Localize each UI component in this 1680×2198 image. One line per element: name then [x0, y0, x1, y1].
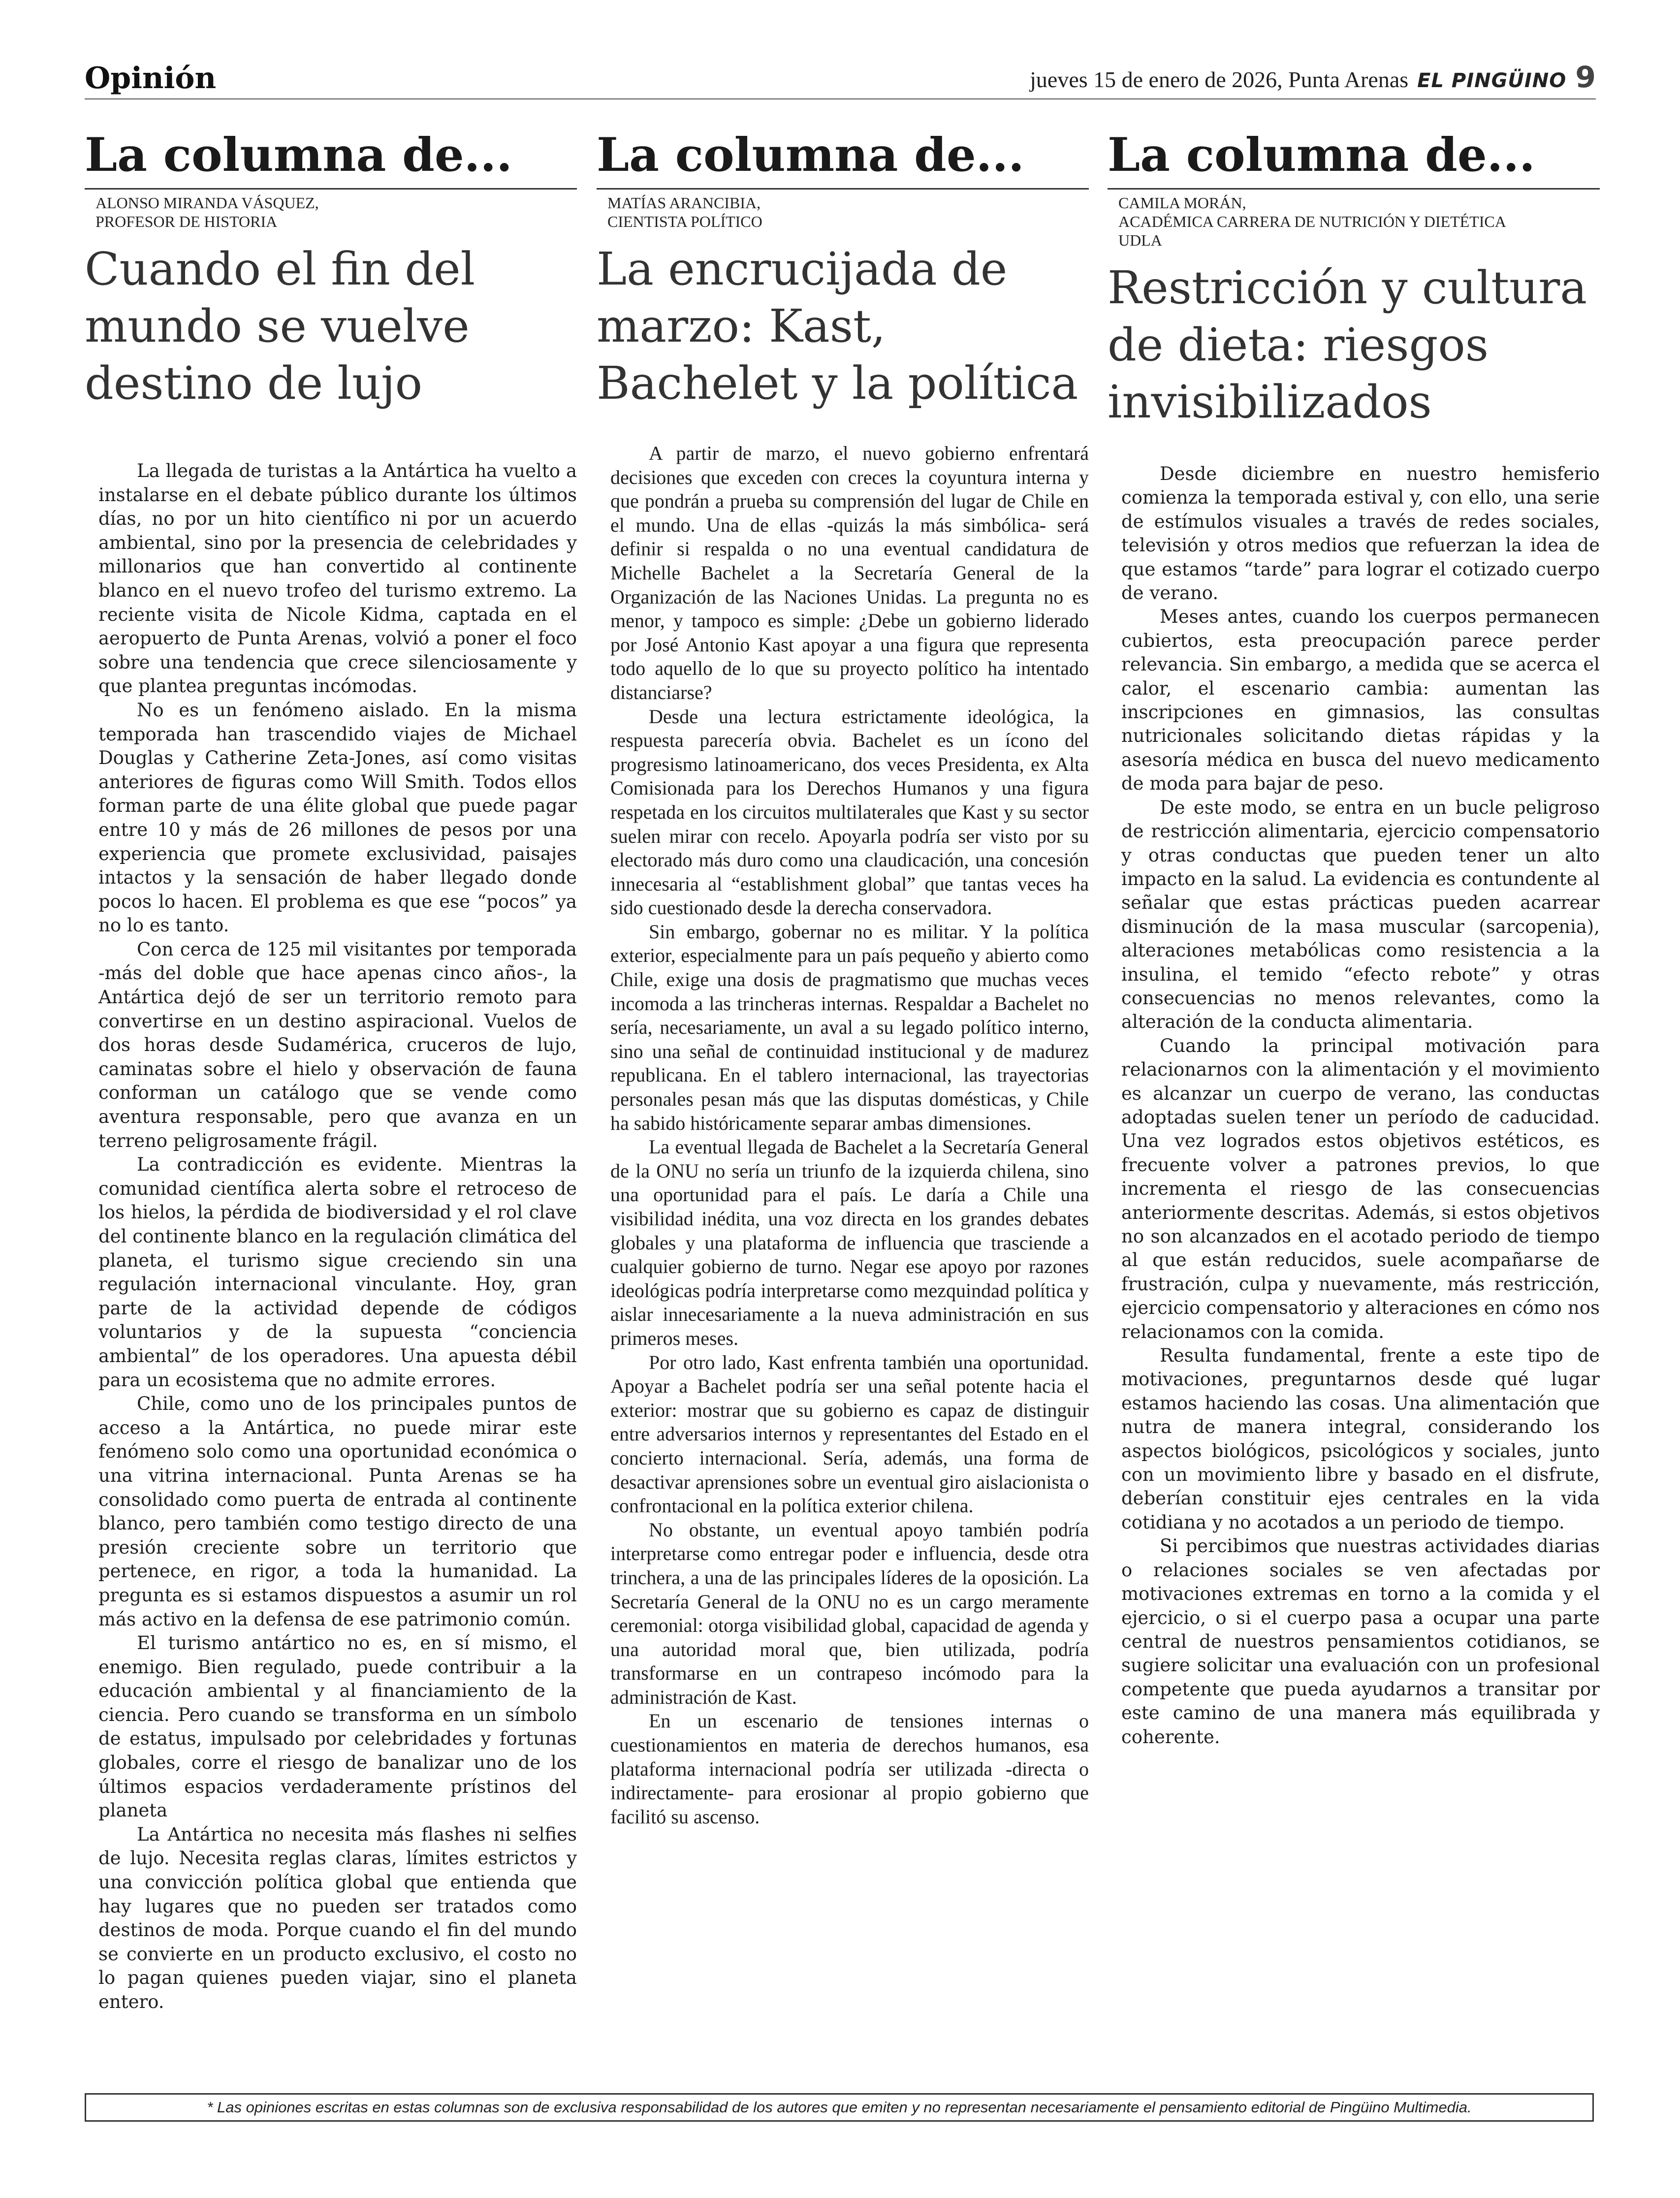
paragraph: La llegada de turistas a la Antártica ha vuelto a instalarse en el debate público durante los últimos días, no por un hito científico ni por un acuerdo ambiental, sino por la presencia de celebridades y millonarios que han convertido al continente blanco en el nuevo trofeo del turismo extremo. La reciente visita de Nicole Kidma, captada en el aeropuerto de Punta Arenas, volvió a poner el foco sobre una tendencia que crece silenciosamente y que plantea preguntas incómodas.	[98, 460, 577, 697]
paragraph: Resulta fundamental, frente a este tipo de motivaciones, preguntarnos desde qué lugar estamos haciendo las cosas. Una alimentación que nutra de manera integral, considerando los aspectos biológicos, psicológicos y sociales, junto con un movimiento libre y basado en el disfrute, deberían constituir ejes centrales en la vida cotidiana y no acotados a un periodo de tiempo.	[1121, 1345, 1600, 1533]
paragraph: Sin embargo, gobernar no es militar. Y la política exterior, especialmente para un país pequeño y abierto como Chile, exige una dosis de pragmatismo que muchas veces incomoda a las trincheras internas. Respaldar a Bachelet no sería, necesariamente, un aval a su legado político interno, sino una señal de continuidad institucional y de madurez republicana. En el tablero internacional, las trayectorias personales pesan más que las disputas domésticas, y Chile ha sabido históricamente separar ambas dimensiones.	[610, 920, 1089, 1134]
column-kicker: La columna de...	[1108, 128, 1535, 182]
author-name: ALONSO MIRANDA VÁSQUEZ,	[95, 194, 319, 212]
article-headline: La encrucijada de marzo: Kast, Bachelet y la política	[597, 243, 1078, 410]
newspaper-brand: EL PINGÜINO	[1417, 69, 1567, 92]
paragraph: La Antártica no necesita más flashes ni selfies de lujo. Necesita reglas claras, límites estrictos y una convicción política global que entienda que hay lugares que no pueden ser tratados como destinos de moda. Porque cuando el fin del mundo se convierte en un producto exclusivo, el costo no lo pagan quienes pueden viajar, sino el planeta entero.	[98, 1823, 577, 2012]
paragraph: El turismo antártico no es, en sí mismo, el enemigo. Bien regulado, puede contribuir a la educación ambiental y al financiamiento de la ciencia. Pero cuando se transforma en un símbolo de estatus, impulsado por celebridades y fortunas globales, corre el riesgo de banalizar uno de los últimos espacios verdaderamente prístinos del planeta	[98, 1632, 577, 1821]
article-headline: Restricción y cultura de dieta: riesgos invisibilizados	[1108, 261, 1587, 428]
byline	[597, 188, 1089, 231]
article-body	[610, 442, 1089, 1829]
byline	[85, 188, 577, 231]
article-body	[1121, 462, 1600, 1749]
opinion-column-3	[1108, 128, 1600, 1749]
page-number: 9	[1575, 60, 1596, 95]
dateline	[1030, 60, 1596, 95]
author-role: CIENTISTA POLÍTICO	[607, 213, 762, 230]
article-headline: Cuando el fin del mundo se vuelve destino de lujo	[85, 243, 475, 410]
paragraph: Con cerca de 125 mil visitantes por temporada -más del doble que hace apenas cinco años-, la Antártica dejó de ser un territorio remoto para convertirse en un destino aspiracional. Vuelos de dos horas desde Sudamérica, cruceros de lujo, caminatas sobre el hielo y observación de fauna conforman un catálogo que se vende como aventura responsable, pero que avanza en un terreno peligrosamente frágil.	[98, 938, 577, 1151]
author-name: CAMILA MORÁN,	[1118, 194, 1246, 212]
section-title: Opinión	[85, 61, 217, 96]
paragraph: De este modo, se entra en un bucle peligroso de restricción alimentaria, ejercicio compensatorio y otras conductas que pueden tener un alto impacto en la salud. La evidencia es contundente al señalar que estas prácticas pueden acarrear disminución de la masa muscular (sarcopenia), alteraciones metabólicas como resistencia a la insulina, el temido “efecto rebote” y otras consecuencias no menos relevantes, como la alteración de la conducta alimentaria.	[1121, 796, 1600, 1033]
paragraph: Cuando la principal motivación para relacionarnos con la alimentación y el movimiento es alcanzar un cuerpo de verano, las conductas adoptadas suelen tener un período de caducidad. Una vez logrados estos objetivos estéticos, es frecuente volver a patrones previos, lo que incrementa el riesgo de las consecuencias anteriormente descritas. Además, si estos objetivos no son alcanzados en el acotado periodo de tiempo al que están reducidos, suele acompañarse de frustración, culpa y nuevamente, más restricción, ejercicio compensatorio y alteraciones en cómo nos relacionamos con la comida.	[1121, 1035, 1600, 1342]
page-header	[85, 60, 1596, 99]
author-role: PROFESOR DE HISTORIA	[95, 213, 278, 230]
column-kicker: La columna de...	[597, 128, 1024, 182]
paragraph: Desde diciembre en nuestro hemisferio comienza la temporada estival y, con ello, una serie de estímulos visuales a través de redes sociales, televisión y otros medios que refuerzan la idea de que estamos “tarde” para lograr el cotizado cuerpo de verano.	[1121, 463, 1600, 604]
article-body	[98, 459, 577, 2014]
paragraph: A partir de marzo, el nuevo gobierno enfrentará decisiones que exceden con creces la coyuntura interna y que pondrán a prueba su comprensión del lugar de Chile en el mundo. Una de ellas -quizás la más simbólica- será definir si respalda o no una eventual candidatura de Michelle Bachelet a la Secretaría General de la Organización de las Naciones Unidas. La pregunta no es menor, y tampoco es simple: ¿Debe un gobierno liderado por José Antonio Kast apoyar a una figura que representa todo aquello de lo que su proyecto político ha intentado distanciarse?	[610, 442, 1089, 703]
opinion-column-2	[597, 128, 1089, 1829]
paragraph: No obstante, un eventual apoyo también podría interpretarse como entregar poder e influencia, desde otra trinchera, a una de las principales líderes de la oposición. La Secretaría General de la ONU no es un cargo meramente ceremonial: otorga visibilidad global, capacidad de agenda y una autoridad moral que, bien utilizada, podría transformarse en un contrapeso incómodo para la administración de Kast.	[610, 1518, 1089, 1708]
paragraph: La contradicción es evidente. Mientras la comunidad científica alerta sobre el retroceso de los hielos, la pérdida de biodiversidad y el rol clave del continente blanco en la regulación climática del planeta, el turismo sigue creciendo sin una regulación internacional vinculante. Hoy, gran parte de la actividad depende de códigos voluntarios y de la supuesta “conciencia ambiental” de los operadores. Una apuesta débil para un ecosistema que no admite errores.	[98, 1154, 577, 1391]
byline	[1108, 188, 1600, 250]
paragraph: En un escenario de tensiones internas o cuestionamientos en materia de derechos humanos, esa plataforma internacional podría ser utilizada -directa o indirectamente- para erosionar al propio gobierno que facilitó su ascenso.	[610, 1710, 1089, 1828]
column-kicker: La columna de...	[85, 128, 512, 182]
date-location: jueves 15 de enero de 2026, Punta Arenas	[1030, 67, 1409, 92]
paragraph: Meses antes, cuando los cuerpos permanecen cubiertos, esta preocupación parece perder relevancia. Sin embargo, a medida que se acerca el calor, el escenario cambia: aumentan las inscripciones en gimnasios, las consultas nutricionales solicitando dietas rápidas y la asesoría médica en busca del nuevo medicamento de moda para bajar de peso.	[1121, 606, 1600, 795]
paragraph: La eventual llegada de Bachelet a la Secretaría General de la ONU no sería un triunfo de la izquierda chilena, sino una oportunidad para el país. Le daría a Chile una visibilidad inédita, una voz directa en los grandes debates globales y una plataforma de influencia que trasciende a cualquier gobierno de turno. Negar ese apoyo por razones ideológicas podría interpretarse como mezquindad política y aislar innecesariamente a la nueva administración en sus primeros meses.	[610, 1136, 1089, 1349]
editorial-disclaimer: * Las opiniones escritas en estas columnas son de exclusiva responsabilidad de los autores que emiten y no representan necesariamente el pensamiento editorial de Pingüino Multimedia.	[85, 2093, 1594, 2122]
paragraph: Chile, como uno de los principales puntos de acceso a la Antártica, no puede mirar este fenómeno solo como una oportunidad económica o una vitrina internacional. Punta Arenas se ha consolidado como puerta de entrada al continente blanco, pero también como testigo directo de una presión creciente sobre un territorio que pertenece, en rigor, a toda la humanidad. La pregunta es si estamos dispuestos a asumir un rol más activo en la defensa de ese patrimonio común.	[98, 1393, 577, 1630]
author-role: ACADÉMICA CARRERA DE NUTRICIÓN Y DIETÉTICA	[1118, 213, 1506, 230]
author-institution: UDLA	[1118, 231, 1162, 249]
paragraph: Por otro lado, Kast enfrenta también una oportunidad. Apoyar a Bachelet podría ser una señal potente hacia el exterior: mostrar que su gobierno es capaz de distinguir entre adversarios internos y representantes del Estado en el concierto internacional. Sería, además, una forma de desactivar aprensiones sobre un eventual giro aislacionista o confrontacional en la política exterior chilena.	[610, 1351, 1089, 1517]
author-name: MATÍAS ARANCIBIA,	[607, 194, 761, 212]
paragraph: No es un fenómeno aislado. En la misma temporada han trascendido viajes de Michael Douglas y Catherine Zeta-Jones, así como visitas anteriores de figuras como Will Smith. Todos ellos forman parte de una élite global que puede pagar entre 10 y más de 26 millones de pesos por una experiencia que promete exclusividad, paisajes intactos y la sensación de haber llegado donde pocos lo hacen. El problema es que ese “pocos” ya no lo es tanto.	[98, 699, 577, 936]
paragraph: Desde una lectura estrictamente ideológica, la respuesta parecería obvia. Bachelet es un ícono del progresismo latinoamericano, dos veces Presidenta, ex Alta Comisionada para los Derechos Humanos y una figura respetada en los circuitos multilaterales que Kast y su sector suelen mirar con recelo. Apoyarla podría ser visto por su electorado más duro como una claudicación, una concesión innecesaria al “establishment global” que tantas veces ha sido cuestionado desde la derecha conservadora.	[610, 705, 1089, 919]
paragraph: Si percibimos que nuestras actividades diarias o relaciones sociales se ven afectadas por motivaciones extremas en torno a la comida y el ejercicio, o si el cuerpo pasa a ocupar una parte central de nuestros pensamientos cotidianos, se sugiere solicitar una evaluación con un profesional competente que pueda ayudarnos a transitar por este camino de una manera más equilibrada y coherente.	[1121, 1535, 1600, 1748]
opinion-column-1	[85, 128, 577, 2014]
